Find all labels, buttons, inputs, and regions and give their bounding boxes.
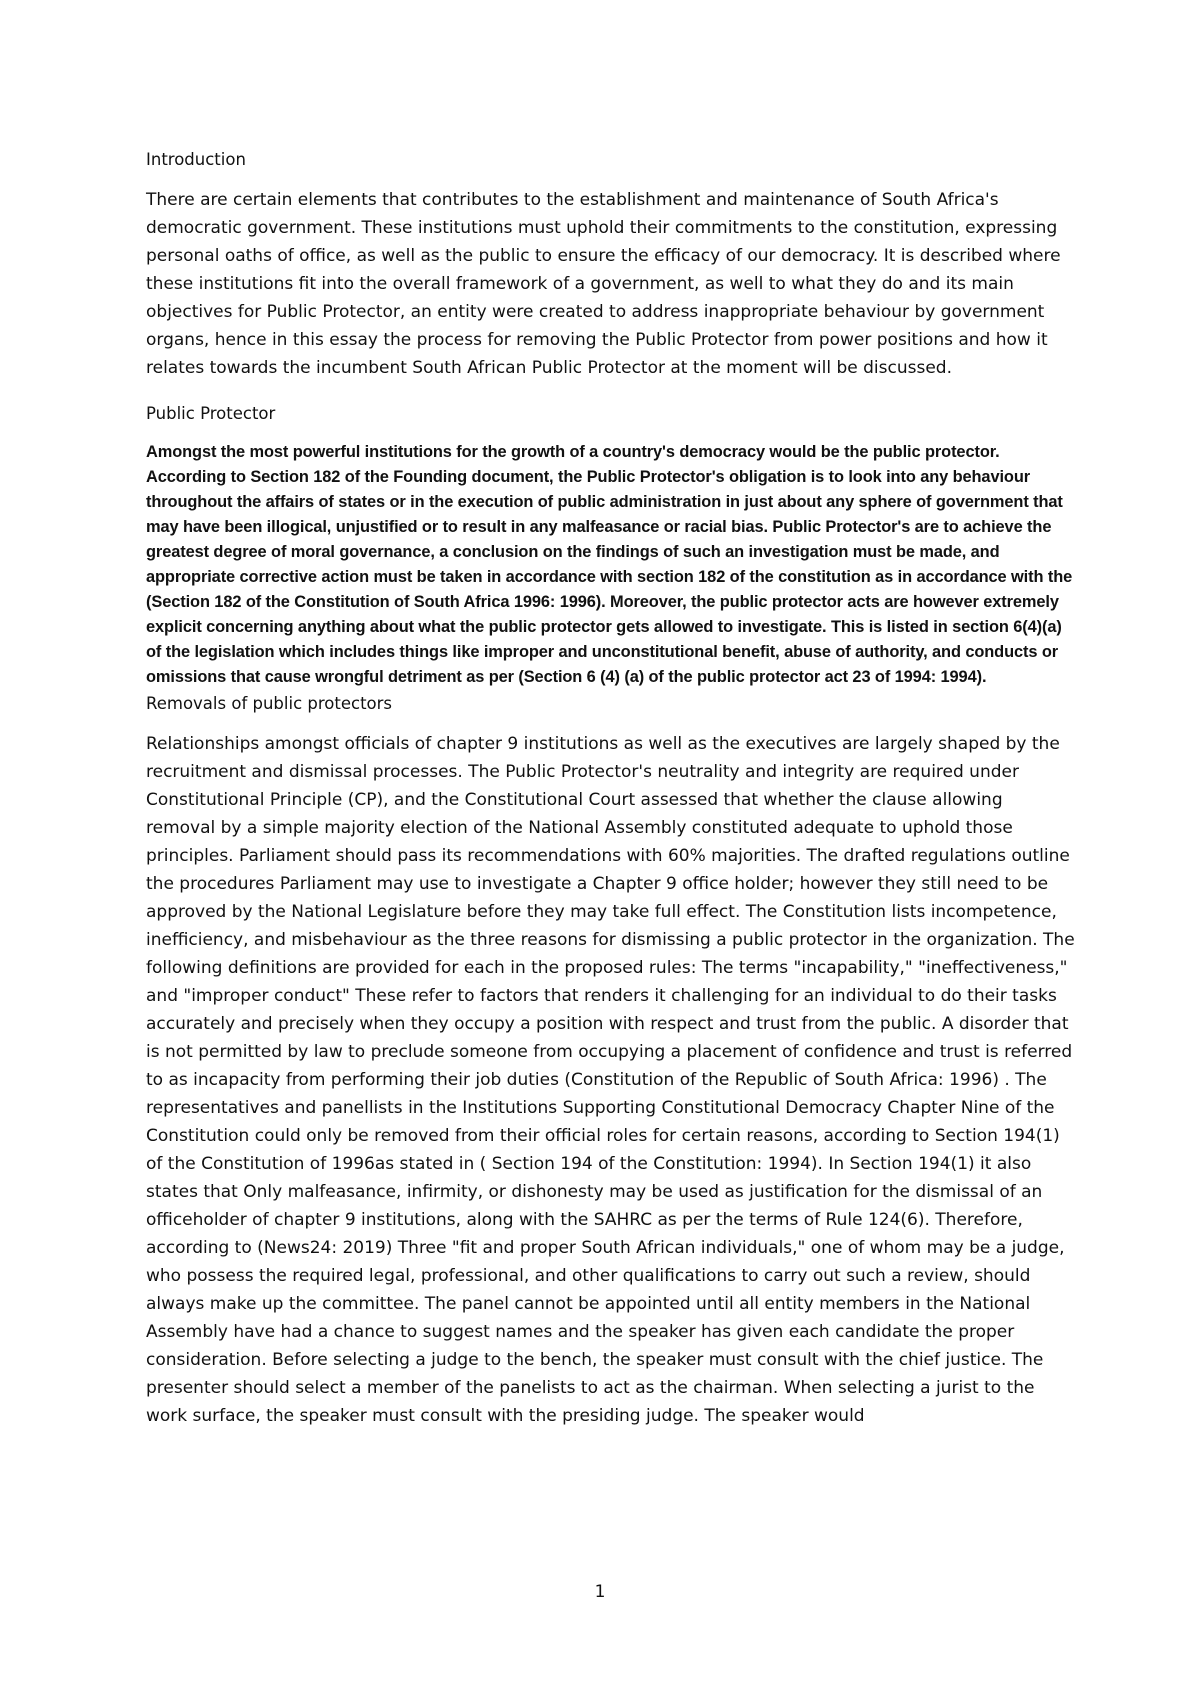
document-body bbox=[146, 146, 1076, 1430]
introduction-paragraph: There are certain elements that contributes to the establishment and maintenance of South Africa's democratic government. These institutions must uphold their commitments to the constitution, expressing personal oaths of office, as well as the public to ensure the efficacy of our democracy. It is described where these institutions fit into the overall framework of a government, as well to what they do and its main objectives for Public Protector, an entity were created to address inappropriate behaviour by government organs, hence in this essay the process for removing the Public Protector from power positions and how it relates towards the incumbent South African Public Protector at the moment will be discussed. bbox=[146, 190, 1061, 378]
public-protector-heading: Public Protector bbox=[146, 404, 276, 423]
public-protector-paragraph: Amongst the most powerful institutions for the growth of a country's democracy would be the public protector. According to Section 182 of the Founding document, the Public Protector's obligation is to look into any behaviour throughout the affairs of states or in the execution of public administration in just about any sphere of government that may have been illogical, unjustified or to result in any malfeasance or racial bias. Public Protector's are to achieve the greatest degree of moral governance, a conclusion on the findings of such an investigation must be made, and appropriate corrective action must be taken in accordance with section 182 of the constitution as in accordance with the (Section 182 of the Constitution of South Africa 1996: 1996). Moreover, the public protector acts are however extremely explicit concerning anything about what the public protector gets allowed to investigate. This is listed in section 6(4)(a) of the legislation which includes things like improper and unconstitutional benefit, abuse of authority, and conducts or omissions that cause wrongful detriment as per (Section 6 (4) (a) of the public protector act 23 of 1994: 1994). bbox=[146, 443, 1073, 686]
removals-paragraph: Relationships amongst officials of chapter 9 institutions as well as the executives are largely shaped by the recruitment and dismissal processes. The Public Protector's neutrality and integrity are required under Constitutional Principle (CP), and the Constitutional Court assessed that whether the clause allowing removal by a simple majority election of the National Assembly constituted adequate to uphold those principles. Parliament should pass its recommendations with 60% majorities. The drafted regulations outline the procedures Parliament may use to investigate a Chapter 9 office holder; however they still need to be approved by the National Legislature before they may take full effect. The Constitution lists incompetence, inefficiency, and misbehaviour as the three reasons for dismissing a public protector in the organization. The following definitions are provided for each in the proposed rules: The terms "incapability," "ineffectiveness," and "improper conduct" These refer to factors that renders it challenging for an individual to do their tasks accurately and precisely when they occupy a position with respect and trust from the public. A disorder that is not permitted by law to preclude someone from occupying a placement of confidence and trust is referred to as incapacity from performing their job duties (Constitution of the Republic of South Africa: 1996) . The representatives and panellists in the Institutions Supporting Constitutional Democracy Chapter Nine of the Constitution could only be removed from their official roles for certain reasons, according to Section 194(1) of the Constitution of 1996as stated in ( Section 194 of the Constitution: 1994). In Section 194(1) it also states that Only malfeasance, infirmity, or dishonesty may be used as justification for the dismissal of an officeholder of chapter 9 institutions, along with the SAHRC as per the terms of Rule 124(6). Therefore, according to (News24: 2019) Three "fit and proper South African individuals," one of whom may be a judge, who possess the required legal, professional, and other qualifications to carry out such a review, should always make up the committee. The panel cannot be appointed until all entity members in the National Assembly have had a chance to suggest names and the speaker has given each candidate the proper consideration. Before selecting a judge to the bench, the speaker must consult with the chief justice. The presenter should select a member of the panelists to act as the chairman. When selecting a jurist to the work surface, the speaker must consult with the presiding judge. The speaker would bbox=[146, 734, 1075, 1426]
introduction-heading: Introduction bbox=[146, 150, 246, 169]
removals-heading: Removals of public protectors bbox=[146, 694, 393, 713]
page-number: 1 bbox=[594, 1582, 606, 1602]
